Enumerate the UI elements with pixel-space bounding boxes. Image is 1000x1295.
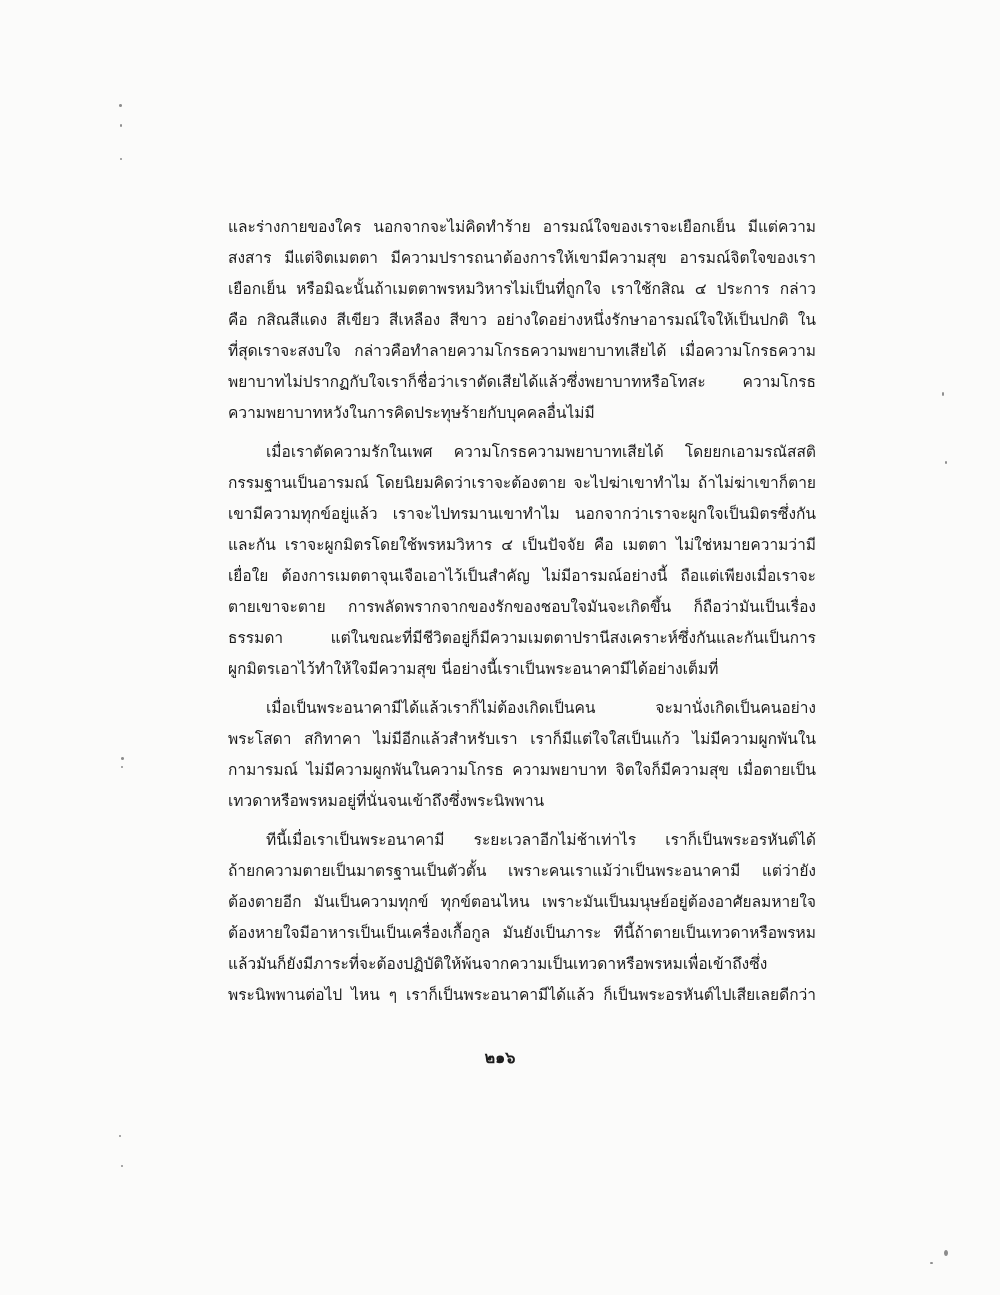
- text-line: ถ้ายกความตายเป็นมาตรฐานเป็นตัวตั้น เพราะคนเราแม้ว่าเป็นพระอนาคามี แต่ว่ายัง: [228, 862, 816, 880]
- text-line: ที่สุดเราจะสงบใจ กล่าวคือทำลายความโกรธความพยาบาทเสียได้ เมื่อความโกรธความ: [228, 342, 816, 360]
- text-line: ผูกมิตรเอาไว้ทำให้ใจมีความสุข นี่อย่างนี้เราเป็นพระอนาคามีได้อย่างเต็มที่: [228, 660, 719, 678]
- paragraph: [228, 825, 816, 1011]
- text-line: ตายเขาจะตาย การพลัดพรากจากของรักของชอบใจมันจะเกิดขึ้น ก็ถือว่ามันเป็นเรื่อง: [228, 598, 816, 616]
- text-line: พยาบาทไม่ปรากฏกับใจเราก็ชื่อว่าเราตัดเสียได้แล้วซึ่งพยาบาทหรือโทสะ ความโกรธ: [228, 373, 816, 391]
- scan-speck: [119, 104, 122, 107]
- text-line: กรรมฐานเป็นอารมณ์ โดยนิยมคิดว่าเราจะต้องตาย จะไปฆ่าเขาทำไม ถ้าไม่ฆ่าเขาก็ตาย: [228, 474, 816, 492]
- scan-speck: [121, 766, 123, 768]
- text-line: ต้องหายใจมีอาหารเป็นเป็นเครื่องเกื้อกูล มันยังเป็นภาระ ทีนี้ถ้าตายเป็นเทวดาหรือพรหม: [228, 924, 816, 942]
- text-line: เยือกเย็น หรือมิฉะนั้นถ้าเมตตาพรหมวิหารไม่เป็นที่ถูกใจ เราใช้กสิณ ๔ ประการ กล่าว: [228, 280, 816, 298]
- text-line: ต้องตายอีก มันเป็นความทุกข์ ทุกข์ตอนไหน เพราะมันเป็นมนุษย์อยู่ต้องอาศัยลมหายใจ: [228, 893, 816, 911]
- text-line: สงสาร มีแต่จิตเมตตา มีความปรารถนาต้องการให้เขามีความสุข อารมณ์จิตใจของเรา: [228, 249, 816, 267]
- text-line: ทีนี้เมื่อเราเป็นพระอนาคามี ระยะเวลาอีกไม่ช้าเท่าไร เราก็เป็นพระอรหันต์ได้: [266, 831, 816, 849]
- text-line: เมื่อเราตัดความรักในเพศ ความโกรธความพยาบาทเสียได้ โดยยกเอามรณัสสติ: [266, 443, 816, 461]
- scan-speck: [121, 1165, 123, 1167]
- text-line: แล้วมันก็ยังมีภาระที่จะต้องปฏิบัติให้พ้นจากความเป็นเทวดาหรือพรหมเพื่อเข้าถึงซึ่ง: [228, 955, 768, 973]
- text-line: พระนิพพานต่อไป ไหน ๆ เราก็เป็นพระอนาคามีได้แล้ว ก็เป็นพระอรหันต์ไปเสียเลยดีกว่า: [228, 986, 816, 1004]
- scan-speck: [120, 124, 122, 127]
- page-number: ๒๑๖: [484, 1048, 516, 1067]
- scan-speck: [119, 1135, 121, 1137]
- scan-speck: [930, 1262, 933, 1264]
- text-line: คือ กสิณสีแดง สีเขียว สีเหลือง สีขาว อย่างใดอย่างหนึ่งรักษาอารมณ์ใจให้เป็นปกติ ใน: [228, 311, 816, 329]
- scan-speck: [120, 158, 122, 160]
- text-line: และกัน เราจะผูกมิตรโดยใช้พรหมวิหาร ๔ เป็นปัจจัย คือ เมตตา ไม่ใช่หมายความว่ามี: [228, 536, 816, 554]
- text-line: เมื่อเป็นพระอนาคามีได้แล้วเราก็ไม่ต้องเกิดเป็นคน จะมานั่งเกิดเป็นคนอย่าง: [266, 699, 816, 717]
- text-line: ความพยาบาทหวังในการคิดประทุษร้ายกับบุคคลอื่นไม่มี: [228, 404, 595, 422]
- scan-speck: [942, 392, 944, 396]
- paragraph: [228, 693, 816, 817]
- text-line: เทวดาหรือพรหมอยู่ที่นั่นจนเข้าถึงซึ่งพระนิพพาน: [228, 792, 545, 810]
- text-line: พระโสดา สกิทาคา ไม่มีอีกแล้วสำหรับเรา เราก็มีแต่ใจใสเป็นแก้ว ไม่มีความผูกพันใน: [228, 730, 816, 748]
- text-line: กามารมณ์ ไม่มีความผูกพันในความโกรธ ความพยาบาท จิตใจก็มีความสุข เมื่อตายเป็น: [228, 761, 816, 779]
- text-line: เยื่อใย ต้องการเมตตาจุนเจือเอาไว้เป็นสำคัญ ไม่มีอารมณ์อย่างนี้ ถือแต่เพียงเมื่อเราจะ: [228, 567, 816, 585]
- body-text: [228, 212, 816, 1011]
- paragraph: [228, 437, 816, 685]
- scan-speck: [121, 757, 124, 760]
- scan-speck: [944, 1250, 948, 1256]
- text-line: ธรรมดา แต่ในขณะที่มีชีวิตอยู่ก็มีความเมตตาปรานีสงเคราะห์ซึ่งกันและกันเป็นการ: [228, 629, 816, 647]
- scan-speck: [945, 461, 947, 464]
- paragraph: [228, 212, 816, 429]
- text-line: เขามีความทุกข์อยู่แล้ว เราจะไปทรมานเขาทำไม นอกจากว่าเราจะผูกใจเป็นมิตรซึ่งกัน: [228, 505, 816, 523]
- text-line: และร่างกายของใคร นอกจากจะไม่คิดทำร้าย อารมณ์ใจของเราจะเยือกเย็น มีแต่ความ: [228, 218, 816, 236]
